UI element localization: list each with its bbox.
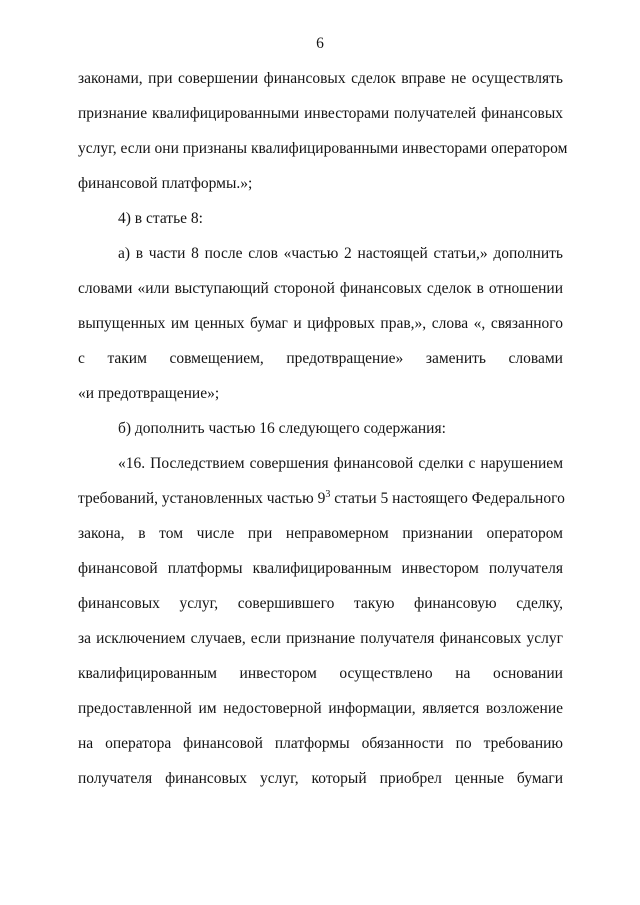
word: квалифицированным (78, 665, 217, 682)
word: инвестором (239, 665, 317, 682)
text-line: на оператора финансовой платформы обязанности по требованию (78, 735, 563, 752)
word: такую (353, 595, 395, 612)
text-fragment: требований, установленных частью 9 (78, 490, 326, 507)
word: предотвращение» (286, 350, 404, 367)
text-fragment: статьи 5 настоящего Федерального (330, 490, 565, 507)
text-line-with-superscript (78, 490, 563, 508)
text-line: выпущенных им ценных бумаг и цифровых прав,», слова «, связанного (78, 315, 563, 332)
word: финансовую (414, 595, 497, 612)
text-line: за исключением случаев, если признание получателя финансовых услуг (78, 630, 563, 647)
text-line: словами «или выступающий стороной финансовых сделок в отношении (78, 280, 563, 297)
page-number: 6 (316, 35, 324, 52)
word: с (78, 350, 85, 367)
word: словами (508, 350, 563, 367)
text-line: предоставленной им недостоверной информации, является возложение (78, 700, 563, 717)
text-line: признание квалифицированными инвесторами получателей финансовых (78, 105, 563, 122)
word: услуг, (179, 595, 219, 612)
text-line: закона, в том числе при неправомерном признании оператором (78, 525, 563, 542)
text-line: законами, при совершении финансовых сделок вправе не осуществлять (78, 70, 563, 87)
word: на (455, 665, 471, 682)
word: сделку, (516, 595, 563, 612)
text-line: а) в части 8 после слов «частью 2 настоящей статьи,» дополнить (118, 245, 563, 262)
text-line-spread (78, 595, 563, 613)
text-line: финансовой платформы.»; (78, 175, 253, 192)
text-line-spread (78, 350, 563, 368)
word: осуществлено (339, 665, 433, 682)
list-item-heading: б) дополнить частью 16 следующего содержания: (118, 420, 446, 437)
word: таким (107, 350, 147, 367)
word: совершившего (237, 595, 335, 612)
word: заменить (425, 350, 486, 367)
word: основании (493, 665, 563, 682)
list-item-heading: 4) в статье 8: (118, 210, 203, 227)
text-line: финансовой платформы квалифицированным инвестором получателя (78, 560, 563, 577)
text-line: услуг, если они признаны квалифицированными инвесторами оператором (78, 140, 568, 157)
text-line: получателя финансовых услуг, который приобрел ценные бумаги (78, 770, 563, 787)
word: финансовых (78, 595, 160, 612)
superscript: 3 (325, 489, 331, 500)
text-line: «и предотвращение»; (78, 385, 220, 402)
text-line: «16. Последствием совершения финансовой сделки с нарушением (118, 455, 563, 472)
text-line-spread (78, 665, 563, 683)
word: совмещением, (169, 350, 264, 367)
